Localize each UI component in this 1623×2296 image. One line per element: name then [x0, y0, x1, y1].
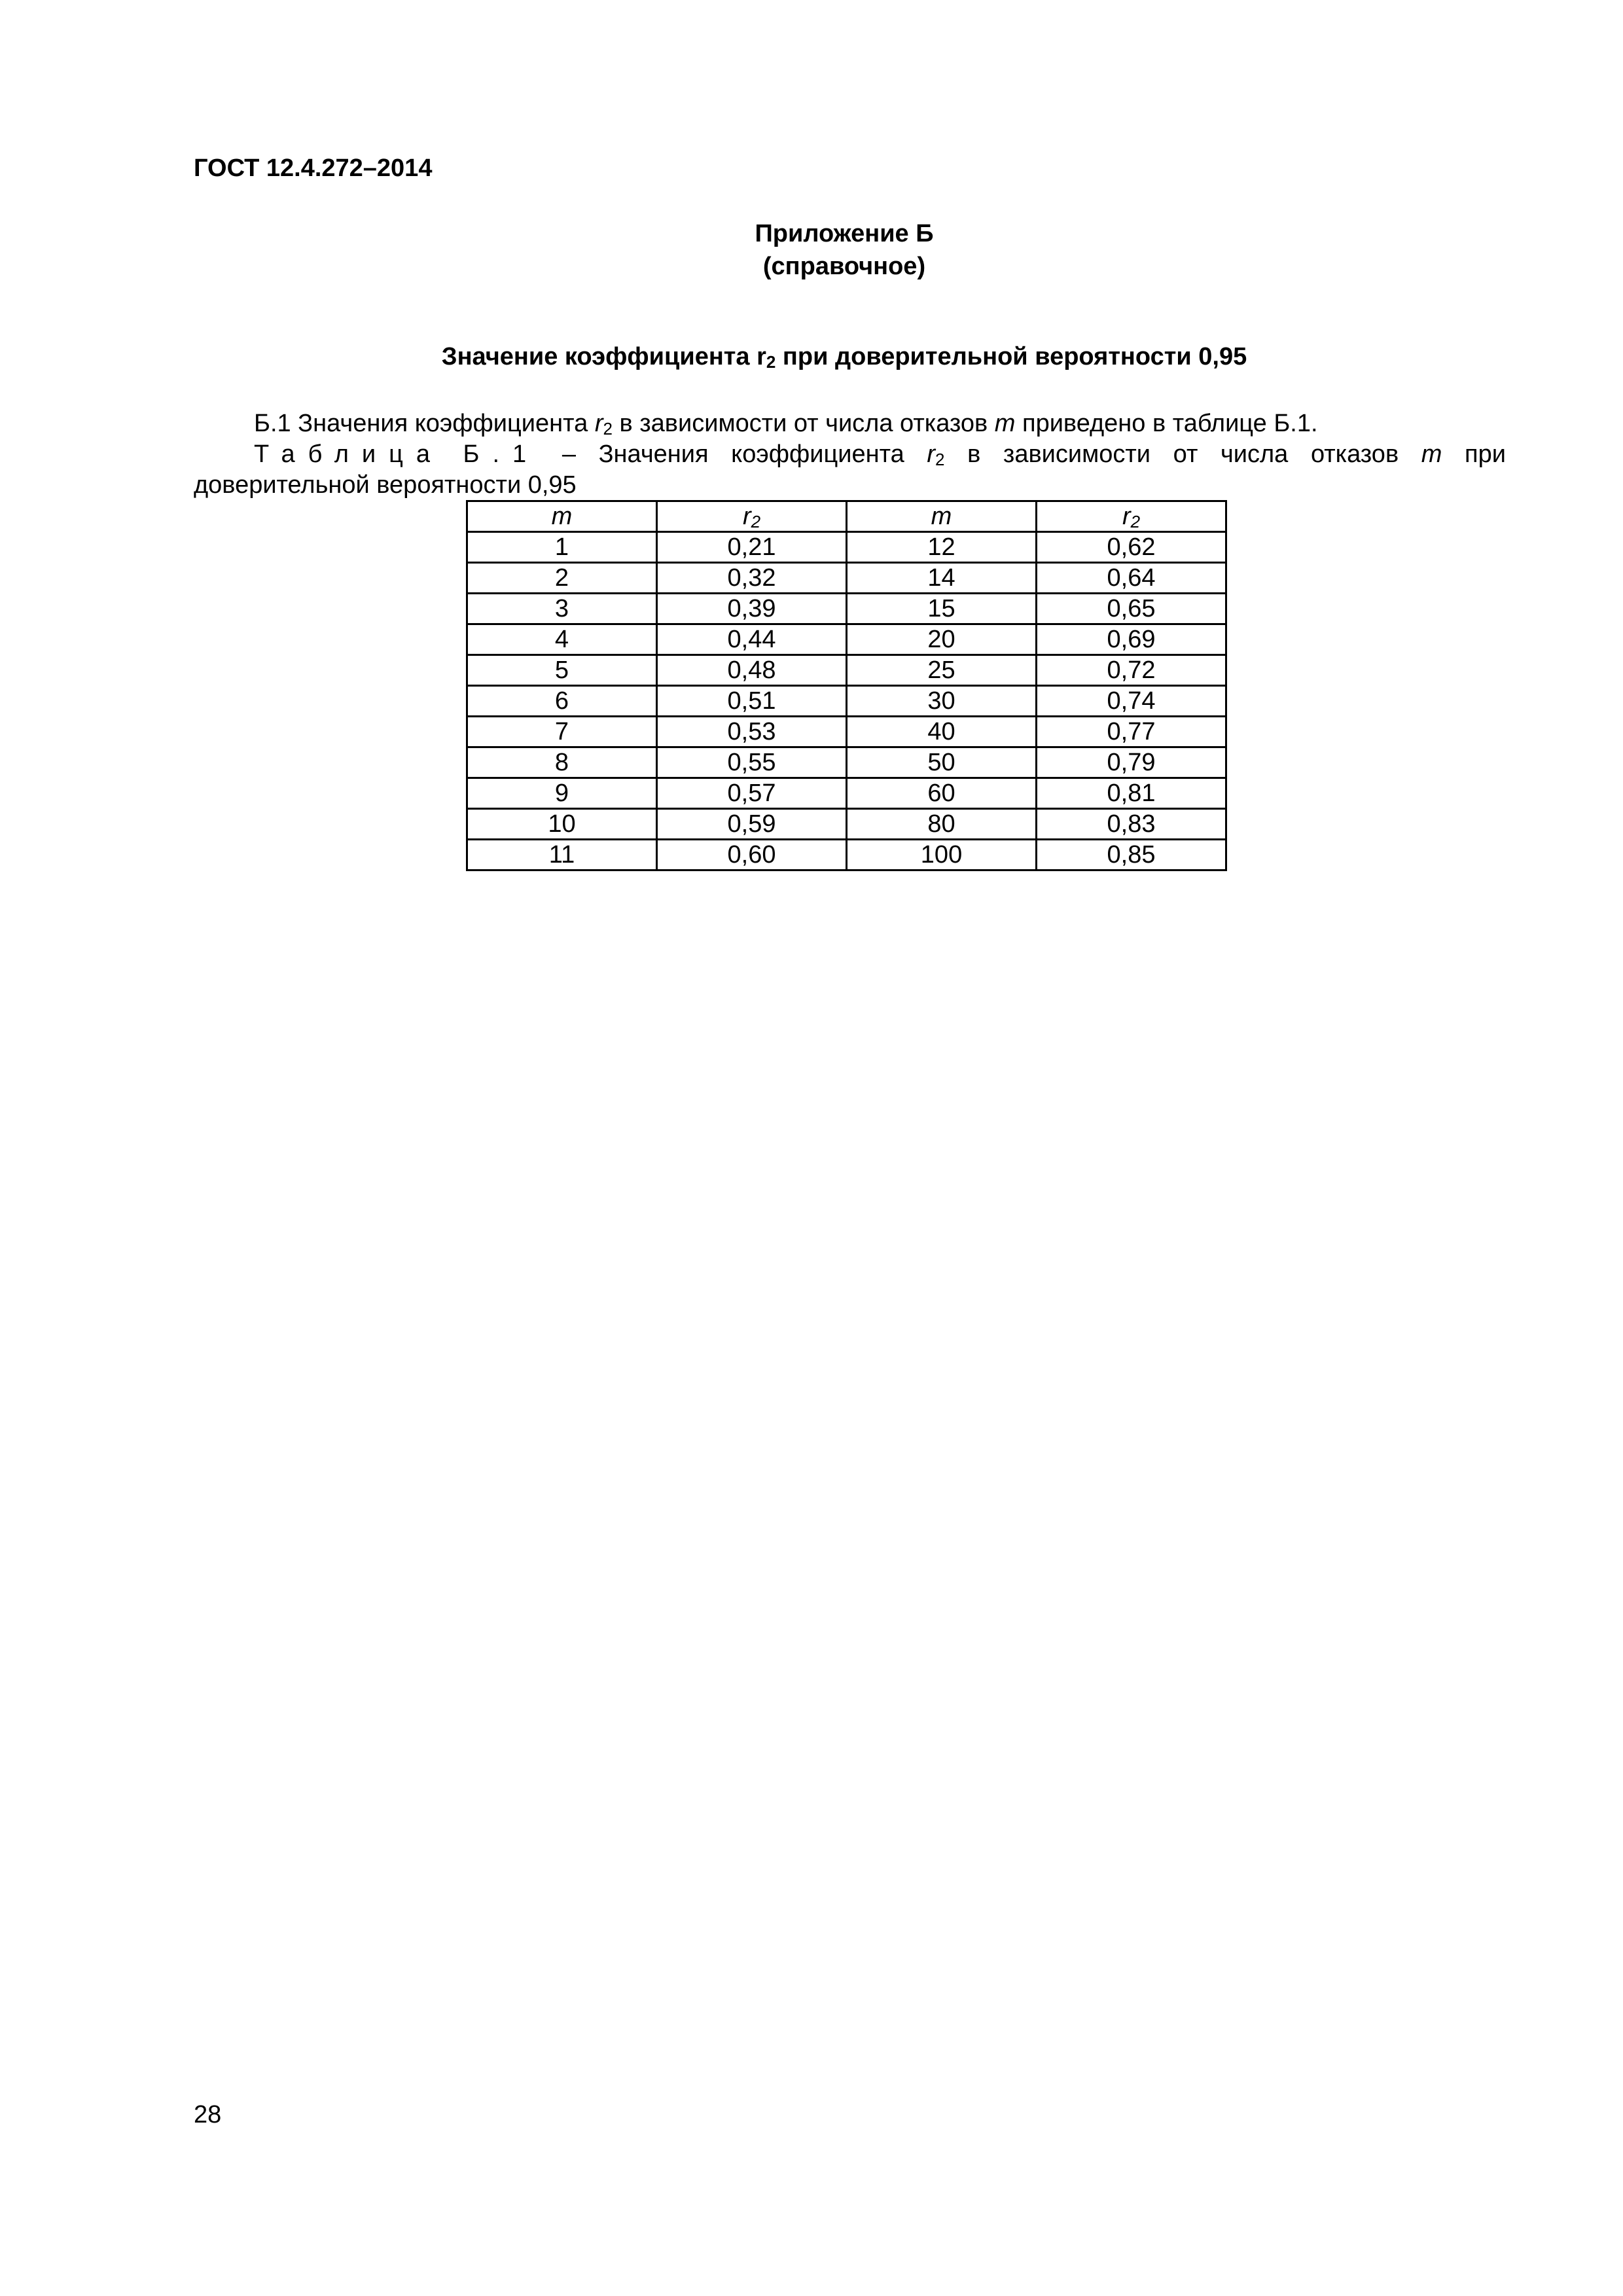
paragraph-symbol-m: m: [994, 410, 1016, 437]
paragraph-b1: [254, 407, 1318, 440]
header-r-subscript: 2: [751, 512, 761, 531]
caption-symbol-r: [927, 438, 944, 471]
table-cell: 0,60: [657, 840, 847, 870]
table-cell: 0,44: [657, 624, 847, 655]
header-r2: [657, 501, 847, 532]
table-cell: 0,51: [657, 686, 847, 717]
table-cell: 0,69: [1037, 624, 1226, 655]
caption-symbol-m: m: [1421, 440, 1442, 468]
table-caption-continuation: доверительной вероятности 0,95: [194, 471, 577, 499]
caption-r: r: [927, 440, 936, 468]
paragraph-subscript: 2: [603, 419, 613, 439]
table-row: [467, 563, 1226, 594]
document-code: ГОСТ 12.4.272–2014: [194, 154, 433, 182]
table-cell: 2: [467, 563, 657, 594]
page-number: 28: [194, 2101, 222, 2128]
table-row: [467, 809, 1226, 840]
table-cell: 6: [467, 686, 657, 717]
paragraph-text: в зависимости от числа отказов: [612, 410, 995, 437]
table-cell: 0,53: [657, 717, 847, 747]
caption-word: при: [1465, 440, 1506, 468]
header-r-subscript: 2: [1130, 512, 1141, 531]
table-cell: 80: [847, 809, 1037, 840]
table-cell: 50: [847, 747, 1037, 778]
header-m: m: [467, 501, 657, 532]
table-row: [467, 778, 1226, 809]
table-cell: 20: [847, 624, 1037, 655]
heading-suffix: при доверительной вероятности 0,95: [776, 343, 1247, 370]
table-cell: 9: [467, 778, 657, 809]
table-cell: 0,21: [657, 532, 847, 563]
paragraph-symbol-r: r: [594, 410, 603, 437]
caption-dash: –: [562, 440, 576, 468]
paragraph-text: приведено в таблице Б.1.: [1015, 410, 1318, 437]
table-cell: 0,85: [1037, 840, 1226, 870]
table-cell: 0,64: [1037, 563, 1226, 594]
table-cell: 5: [467, 655, 657, 686]
caption-word: от: [1173, 440, 1198, 468]
table-row: [467, 655, 1226, 686]
table-cell: 30: [847, 686, 1037, 717]
table-row: [467, 747, 1226, 778]
appendix-kind: (справочное): [762, 253, 926, 280]
table-cell: 0,65: [1037, 594, 1226, 624]
table-cell: 8: [467, 747, 657, 778]
section-heading: [0, 340, 1623, 373]
table-row: [467, 840, 1226, 870]
table-cell: 0,32: [657, 563, 847, 594]
table-cell: 10: [467, 809, 657, 840]
header-r: r: [742, 503, 751, 530]
caption-word: числа: [1220, 440, 1289, 468]
heading-prefix: Значение коэффициента r: [441, 343, 766, 370]
table-cell: 0,74: [1037, 686, 1226, 717]
table-cell: 1: [467, 532, 657, 563]
caption-word: зависимости: [1003, 440, 1151, 468]
caption-word: отказов: [1310, 440, 1399, 468]
data-table: [466, 500, 1227, 871]
caption-word: коэффициента: [731, 440, 904, 468]
table-cell: 25: [847, 655, 1037, 686]
table-cell: 40: [847, 717, 1037, 747]
table-cell: 11: [467, 840, 657, 870]
table-row: [467, 532, 1226, 563]
table-cell: 100: [847, 840, 1037, 870]
table-cell: 0,39: [657, 594, 847, 624]
table-cell: 0,48: [657, 655, 847, 686]
table-cell: 12: [847, 532, 1037, 563]
table-cell: 0,79: [1037, 747, 1226, 778]
table-row: [467, 717, 1226, 747]
header-r: r: [1122, 503, 1131, 530]
caption-word: в: [967, 440, 981, 468]
table-cell: 60: [847, 778, 1037, 809]
table-cell: 15: [847, 594, 1037, 624]
caption-label: Таблица Б.1: [254, 440, 540, 468]
table-cell: 0,81: [1037, 778, 1226, 809]
appendix-title: Приложение Б: [755, 220, 934, 247]
table-row: [467, 686, 1226, 717]
table-cell: 3: [467, 594, 657, 624]
table-cell: 0,77: [1037, 717, 1226, 747]
table-cell: 7: [467, 717, 657, 747]
header-r2: [1037, 501, 1226, 532]
table-cell: 0,57: [657, 778, 847, 809]
caption-word: Значения: [598, 440, 709, 468]
heading-subscript: 2: [766, 352, 776, 372]
table-cell: 0,55: [657, 747, 847, 778]
paragraph-text: Б.1 Значения коэффициента: [254, 410, 595, 437]
table-cell: 0,59: [657, 809, 847, 840]
table-cell: 0,83: [1037, 809, 1226, 840]
header-m: m: [847, 501, 1037, 532]
table-row: [467, 594, 1226, 624]
table-caption: [254, 438, 1506, 471]
table-row: [467, 624, 1226, 655]
table-cell: 0,62: [1037, 532, 1226, 563]
table-cell: 14: [847, 563, 1037, 594]
table-cell: 4: [467, 624, 657, 655]
table-header-row: [467, 501, 1226, 532]
table-cell: 0,72: [1037, 655, 1226, 686]
caption-subscript: 2: [935, 450, 945, 469]
